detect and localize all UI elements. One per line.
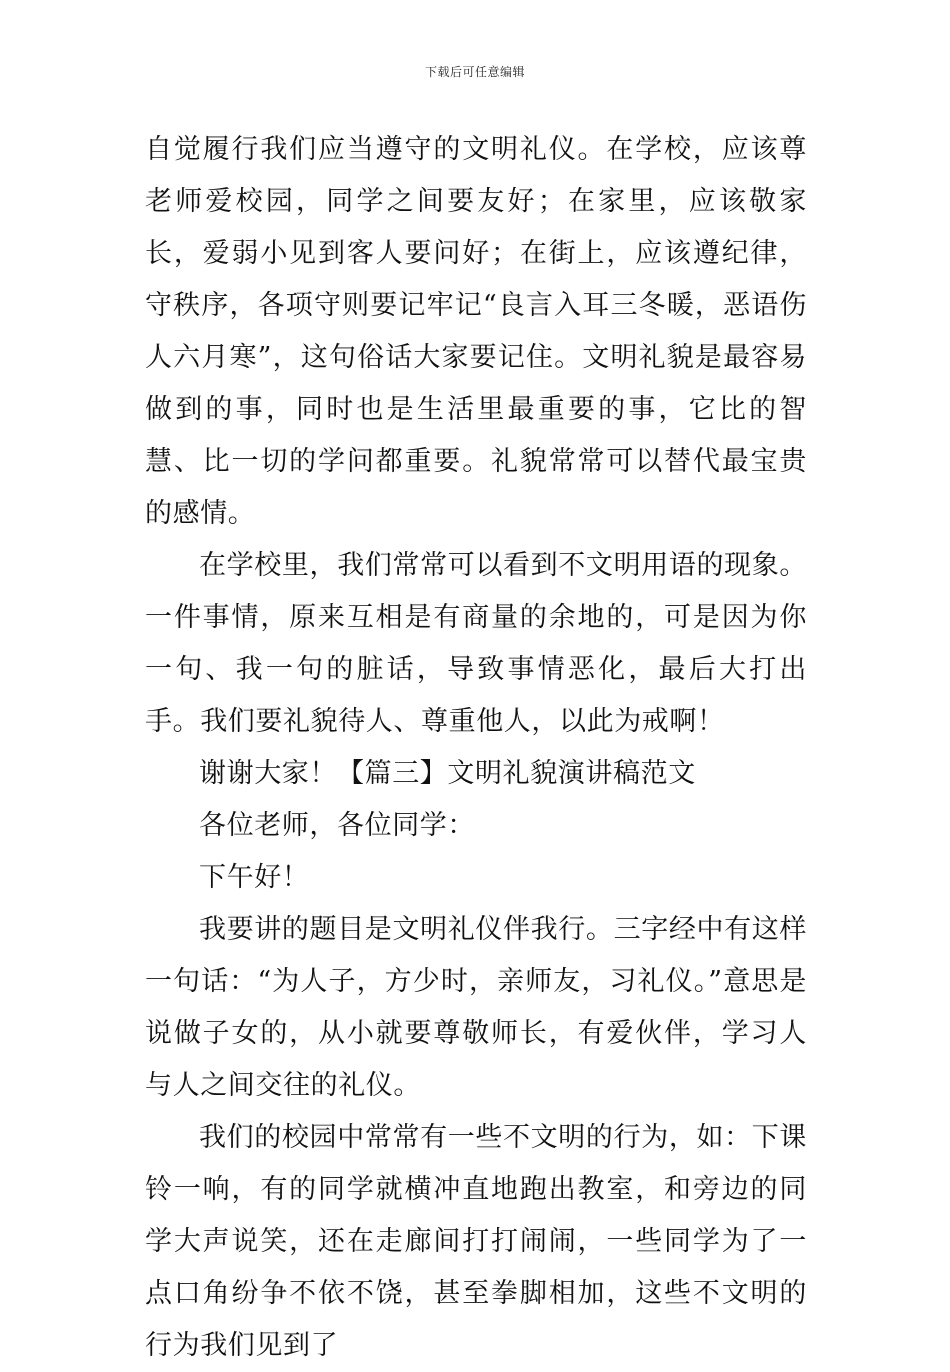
paragraph-2: 在学校里，我们常常可以看到不文明用语的现象。一件事情，原来互相是有商量的余地的，可是因为你一句、我一句的脏话，导致事情恶化，最后大打出手。我们要礼貌待人、尊重他人，以此为戒啊！ bbox=[145, 550, 807, 737]
page-header: 下载后可任意编辑 bbox=[424, 65, 525, 79]
document-body bbox=[145, 124, 807, 1372]
paragraph-4: 各位老师，各位同学： bbox=[199, 810, 475, 841]
paragraph-1: 自觉履行我们应当遵守的文明礼仪。在学校，应该尊老师爱校园，同学之间要友好；在家里，应该敬家长，爱弱小见到客人要问好；在街上，应该遵纪律，守秩序，各项守则要记牢记“良言入耳三冬暖，恶语伤人六月寒”，这句俗话大家要记住。文明礼貌是最容易做到的事，同时也是生活里最重要的事，它比的智慧、比一切的学问都重要。礼貌常常可以替代最宝贵的感情。 bbox=[145, 134, 807, 529]
paragraph-7: 我们的校园中常常有一些不文明的行为，如：下课铃一响，有的同学就横冲直地跑出教室，和旁边的同学大声说笑，还在走廊间打打闹闹，一些同学为了一点口角纷争不依不饶，甚至拳脚相加，这些不文明的行为我们见到了 bbox=[145, 1122, 807, 1361]
paragraph-3: 谢谢大家！【篇三】文明礼貌演讲稿范文 bbox=[199, 758, 696, 789]
paragraph-6: 我要讲的题目是文明礼仪伴我行。三字经中有这样一句话：“为人子，方少时，亲师友，习礼仪。”意思是说做子女的，从小就要尊敬师长，有爱伙伴，学习人与人之间交往的礼仪。 bbox=[145, 914, 807, 1101]
paragraph-5: 下午好！ bbox=[199, 862, 310, 893]
